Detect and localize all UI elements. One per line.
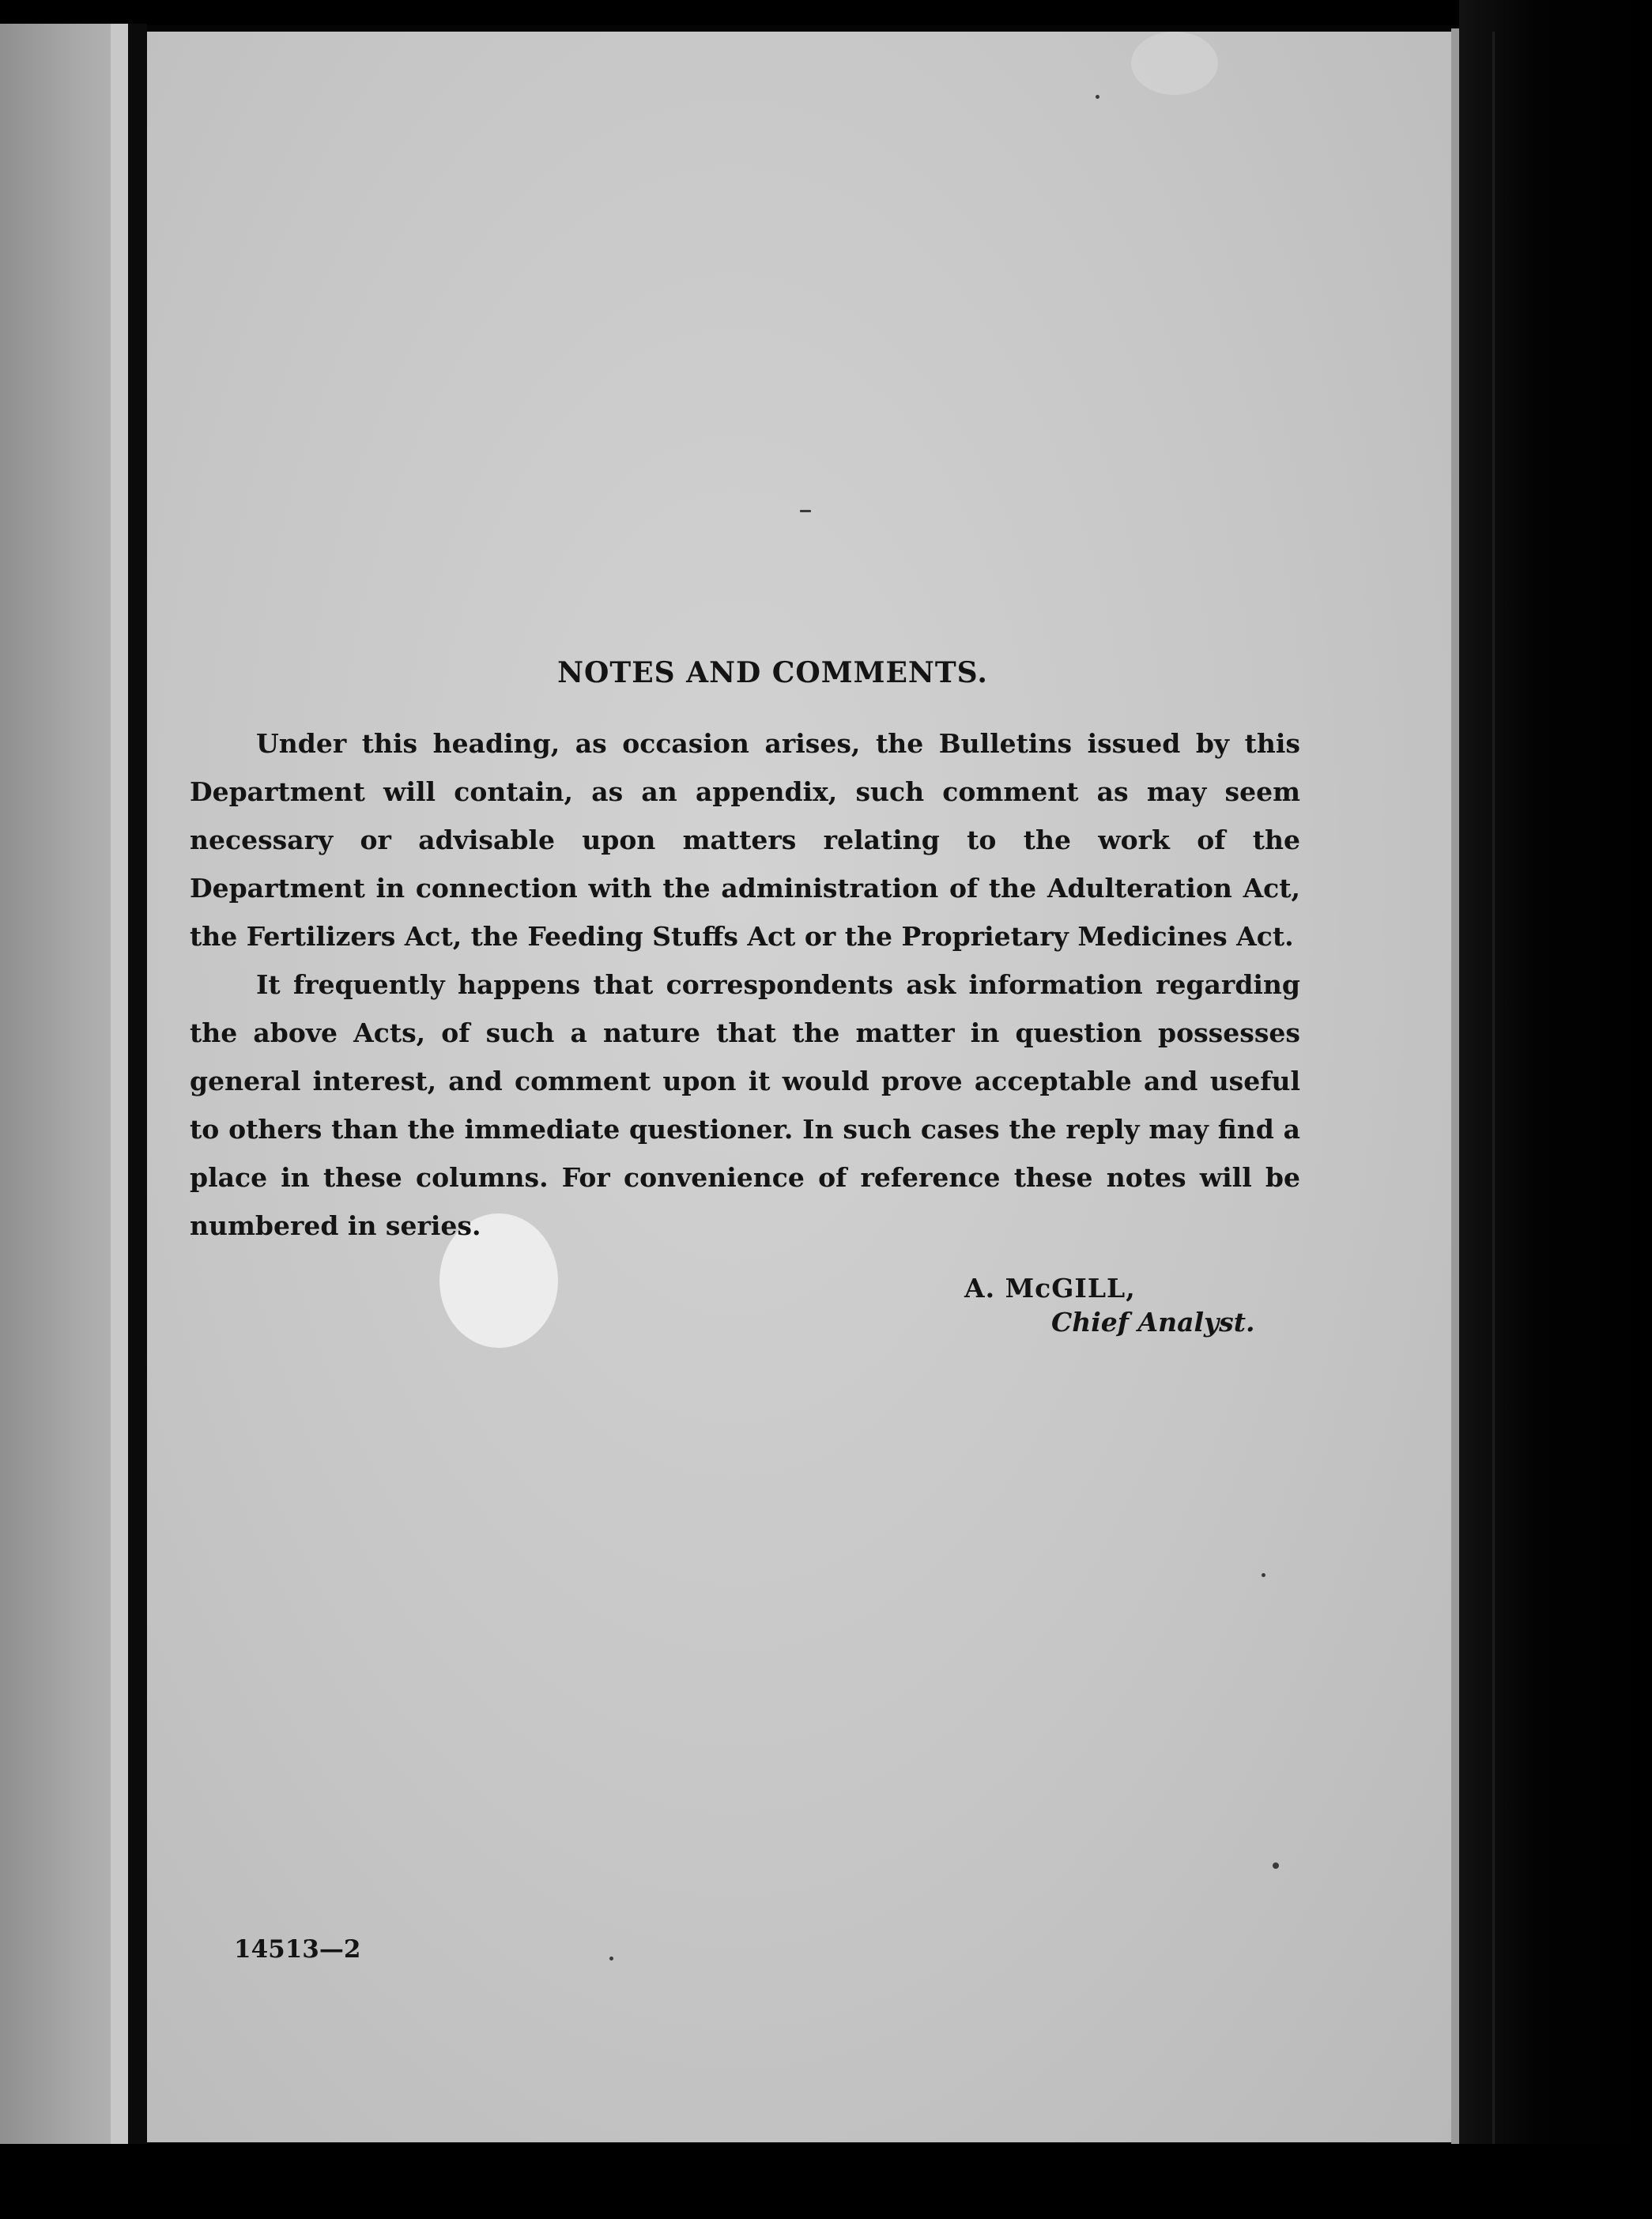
speck — [1262, 1573, 1265, 1577]
bottom-scan-border — [0, 2144, 1652, 2219]
signatory-name: A. McGILL, — [964, 1273, 1136, 1304]
adjacent-page-edge — [111, 24, 128, 2158]
page-heading: NOTES AND COMMENTS. — [557, 656, 988, 689]
page-edge — [1451, 28, 1459, 2147]
binding-gutter — [128, 24, 147, 2174]
speck — [800, 510, 811, 512]
paragraph-1: Under this heading, as occasion arises, the Bulletins issued by this Department will contain, as an appendix, such comment as may seem necessary or advisable upon matters relating to the work of the Department in connection with the administration of the Adulteration Act, the Fertilizers Act, the Feeding Stuffs Act or the Proprietary Medicines Act. — [190, 728, 1300, 952]
article-body — [190, 656, 1300, 1250]
right-border-line — [1492, 32, 1495, 2166]
glare-spot — [1131, 32, 1218, 95]
speck — [1273, 1862, 1279, 1869]
top-scan-border — [0, 0, 1652, 25]
speck — [1096, 95, 1099, 99]
speck — [609, 1957, 613, 1960]
right-scan-border — [1459, 0, 1652, 2219]
signature-block — [964, 1273, 1254, 1338]
signatory-title: Chief Analyst. — [1051, 1307, 1255, 1338]
paragraph-2: It frequently happens that correspondents ask information regarding the above Acts, of such a nature that the matter in question possesses general interest, and comment upon it would prove acceptable and useful to others than the immediate questioner. In such cases the reply may find a place in these columns. For convenience of reference these notes will be numbered in series. — [190, 969, 1300, 1241]
folio-number: 14513—2 — [234, 1935, 361, 1964]
